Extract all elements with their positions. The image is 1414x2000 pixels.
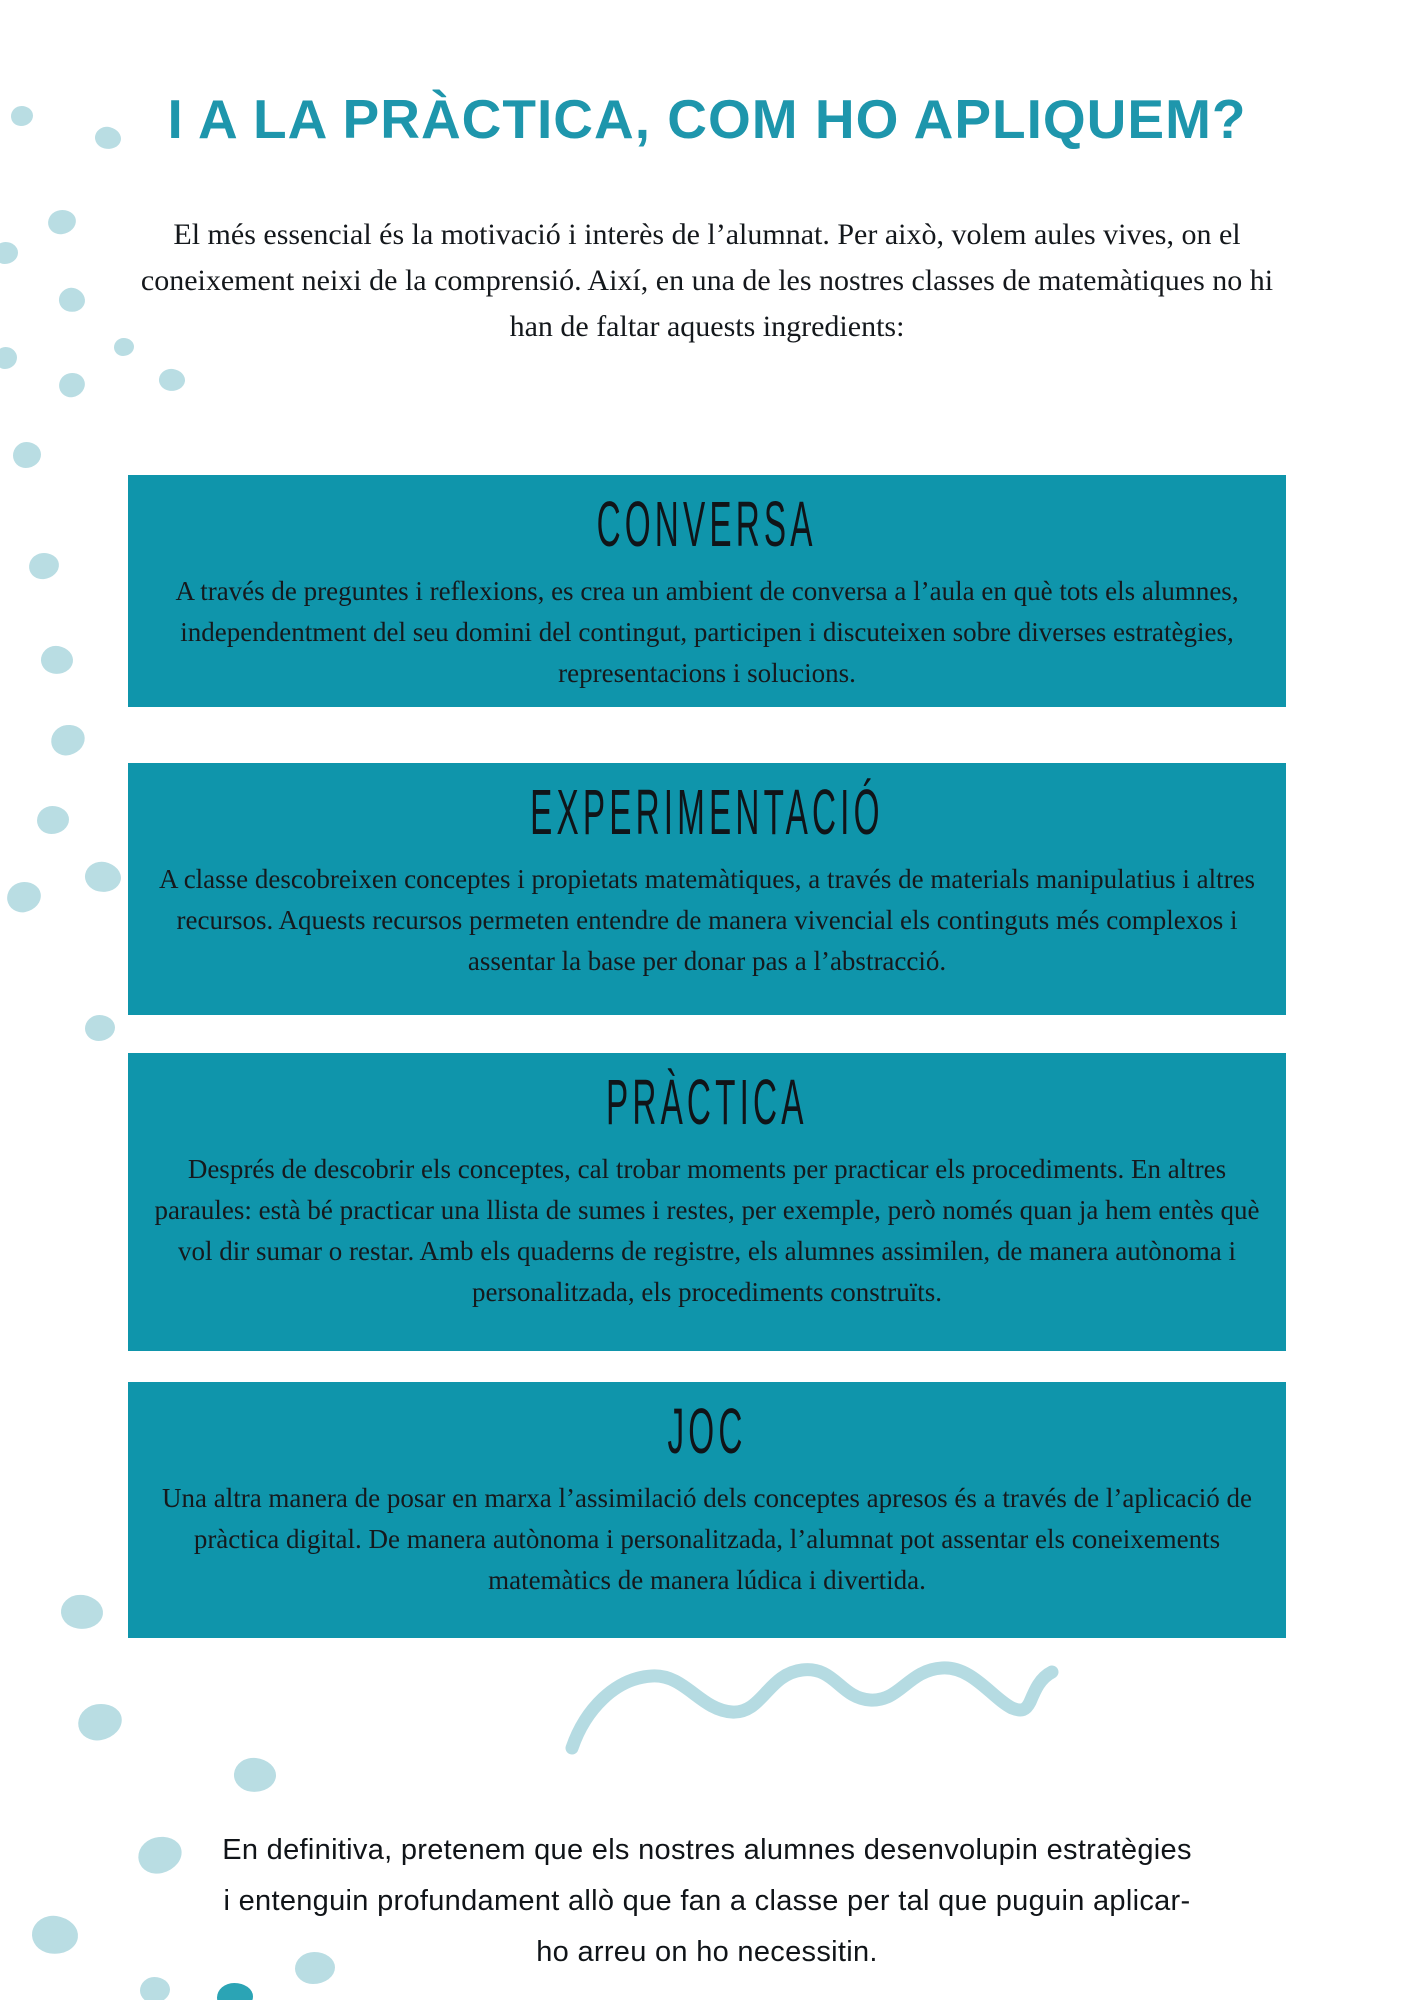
page-title: I A LA PRÀCTICA, COM HO APLIQUEM? — [167, 87, 1247, 150]
card-body: Després de descobrir els conceptes, cal trobar moments per practicar els procediments. En altres paraules: està bé practicar una llista de sumes i restes, per exemple, però només quan ja hem entès què vol dir sumar o restar. Amb els quaderns de registre, els alumnes assimilen, de manera autònoma i personalitzada, els procediments construïts. — [154, 1154, 1260, 1307]
dot-decoration — [46, 208, 77, 236]
card-title: PRÀCTICA — [606, 1066, 808, 1138]
card-experimentacio — [128, 763, 1286, 1015]
dot-decoration — [140, 1977, 170, 2000]
card-body: A través de preguntes i reflexions, es crea un ambient de conversa a l’aula en què tots els alumnes, independentment del seu domini del contingut, participen i discuteixen sobre diverses estratègies, representacions i solucions. — [175, 576, 1239, 688]
dot-decoration — [82, 859, 123, 896]
dot-decoration — [57, 371, 87, 400]
dot-decoration — [13, 442, 41, 468]
dot-decoration — [39, 643, 75, 676]
dot-decoration — [37, 806, 69, 834]
dot-decoration — [0, 347, 17, 369]
dot-decoration — [59, 1592, 105, 1632]
wave-squiggle-icon — [540, 1640, 1080, 1770]
card-title: EXPERIMENTACIÓ — [530, 776, 884, 848]
dot-decoration — [28, 552, 61, 581]
card-body: A classe descobreixen conceptes i propietats matemàtiques, a través de materials manipulatius i altres recursos. Aquests recursos permeten entendre de manera vivencial els continguts més complexos i assentar la base per donar pas a l’abstracció. — [158, 864, 1256, 976]
dot-decoration — [29, 1913, 80, 1958]
dot-decoration — [5, 879, 44, 914]
dot-decoration — [232, 1756, 277, 1794]
card-title: CONVERSA — [596, 488, 818, 560]
card-practica — [128, 1053, 1286, 1351]
dot-decoration — [217, 1983, 253, 2000]
dot-decoration — [56, 284, 89, 315]
dot-decoration — [75, 1700, 125, 1743]
dot-decoration — [134, 1832, 185, 1878]
card-body: Una altra manera de posar en marxa l’assimilació dels conceptes apresos és a través de l’aplicació de pràctica digital. De manera autònoma i personalitzada, l’alumnat pot assentar els coneixements matemàtics de manera lúdica i divertida. — [161, 1483, 1253, 1595]
dot-decoration — [0, 242, 18, 264]
dot-decoration — [48, 721, 89, 759]
conclusion-paragraph: En definitiva, pretenem que els nostres alumnes desenvolupin estratègies i entenguin profundament allò que fan a classe per tal que puguin aplicar-ho arreu on ho necessitin. — [222, 1834, 1192, 1968]
card-joc — [128, 1382, 1286, 1638]
card-title: JOC — [667, 1395, 747, 1467]
intro-paragraph: El més essencial és la motivació i interès de l’alumnat. Per això, volem aules vives, on el coneixement neixi de la comprensió. Així, en una de les nostres classes de matemàtiques no hi han de faltar aquests ingredients: — [140, 218, 1274, 343]
dot-decoration — [85, 1015, 115, 1041]
card-conversa — [128, 475, 1286, 707]
dot-decoration — [158, 367, 187, 392]
